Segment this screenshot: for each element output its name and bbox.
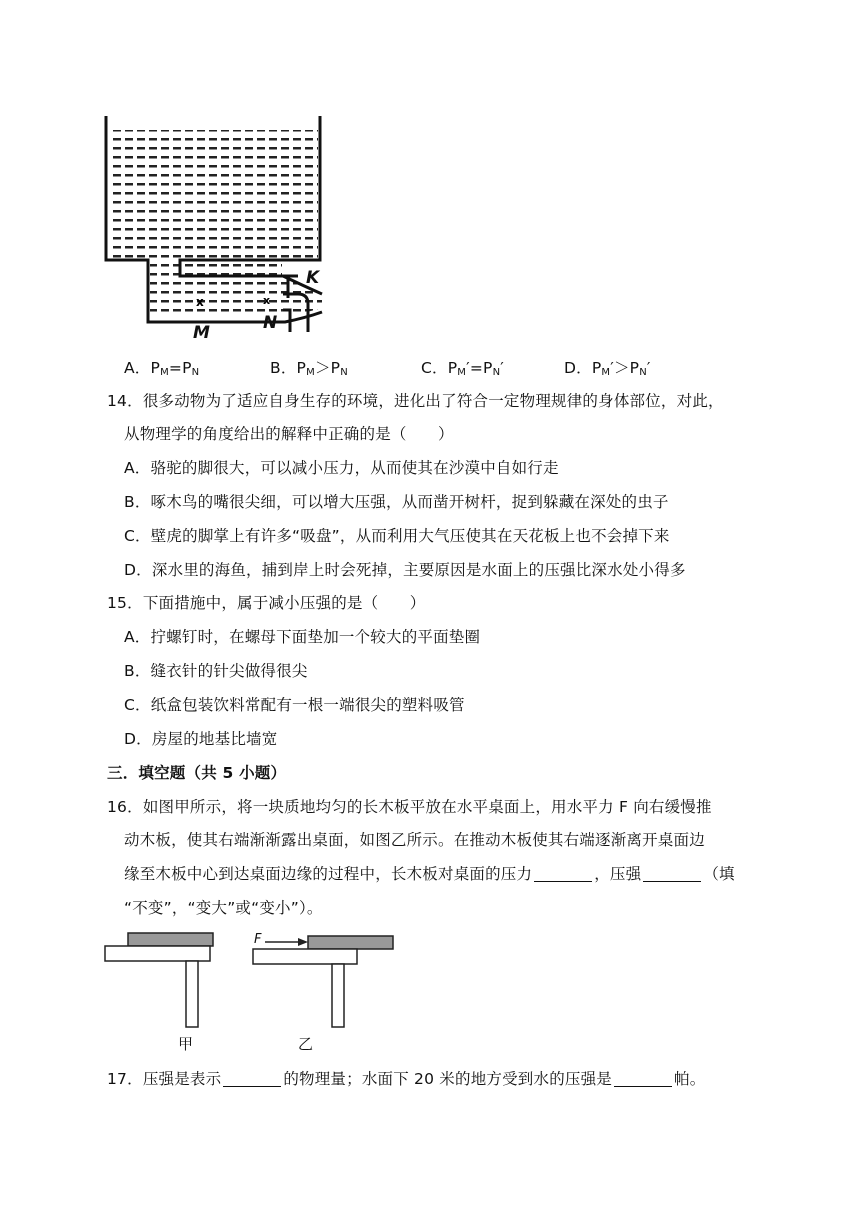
q14-option-d[interactable]: D．深水里的海鱼，捕到岸上时会死掉，主要原因是水面上的压强比深水处小得多	[124, 561, 686, 579]
q17-blank-meaning[interactable]	[223, 1070, 281, 1087]
svg-text:x: x	[196, 295, 204, 309]
q15-option-c[interactable]: C．纸盒包装饮料常配有一根一端很尖的塑料吸管	[124, 696, 465, 714]
q17-blank-value[interactable]	[614, 1070, 672, 1087]
svg-text:x: x	[263, 294, 271, 307]
board-table-figure	[100, 930, 400, 1030]
q14-option-a[interactable]: A．骆驼的脚很大，可以减小压力，从而使其在沙漠中自如行走	[124, 459, 559, 477]
q13-option-b[interactable]: B．$P_M>P_N$	[270, 359, 348, 378]
q15-option-b[interactable]: B．缝衣针的针尖做得很尖	[124, 662, 308, 680]
label-jia: 甲	[178, 1035, 194, 1053]
q13-option-a[interactable]: A．$P_M=P_N$	[124, 359, 200, 378]
q14-stem-line2: 从物理学的角度给出的解释中正确的是（ ）	[124, 425, 454, 443]
container-figure	[100, 108, 325, 348]
q16-line2: 动木板，使其右端渐渐露出桌面，如图乙所示。在推动木板使其右端逐渐离开桌面边	[124, 831, 705, 849]
q14-stem-line1: 14．很多动物为了适应自身生存的环境，进化出了符合一定物理规律的身体部位，对此，	[107, 392, 724, 410]
q16-line4: “不变”，“变大”或“变小”）。	[124, 899, 323, 917]
q16-line1: 16．如图甲所示，将一块质地均匀的长木板平放在水平桌面上，用水平力 F 向右缓慢推	[107, 798, 712, 816]
q15-option-a[interactable]: A．拧螺钉时，在螺母下面垫加一个较大的平面垫圈	[124, 628, 481, 646]
q13-options	[124, 357, 824, 379]
label-m: M	[193, 323, 210, 343]
q13-option-d[interactable]: D．$P_M'>P_N'$	[564, 359, 651, 378]
q15-option-d[interactable]: D．房屋的地基比墙宽	[124, 730, 278, 748]
q15-stem: 15．下面措施中，属于减小压强的是（ ）	[107, 594, 426, 612]
q16-blank-pressure-force[interactable]	[534, 865, 592, 882]
q13-option-c[interactable]: C．$P_M'=P_N'$	[421, 359, 505, 378]
q14-option-b[interactable]: B．啄木鸟的嘴很尖细，可以增大压强，从而凿开树杆，捉到躲藏在深处的虫子	[124, 493, 669, 511]
label-f: F	[254, 932, 262, 947]
label-yi: 乙	[298, 1035, 314, 1053]
q16-line3: 缘至木板中心到达桌面边缘的过程中，长木板对桌面的压力 ，压强 （填	[124, 865, 735, 883]
label-n: N	[263, 313, 278, 333]
q17-line: 17．压强是表示 的物理量；水面下 20 米的地方受到水的压强是 帕。	[107, 1070, 706, 1088]
q16-blank-pressure[interactable]	[643, 865, 701, 882]
label-k: K	[306, 268, 320, 288]
q14-option-c[interactable]: C．壁虎的脚掌上有许多“吸盘”，从而利用大气压使其在天花板上也不会掉下来	[124, 527, 670, 545]
section-title: 三．填空题（共 5 小题）	[107, 764, 287, 782]
